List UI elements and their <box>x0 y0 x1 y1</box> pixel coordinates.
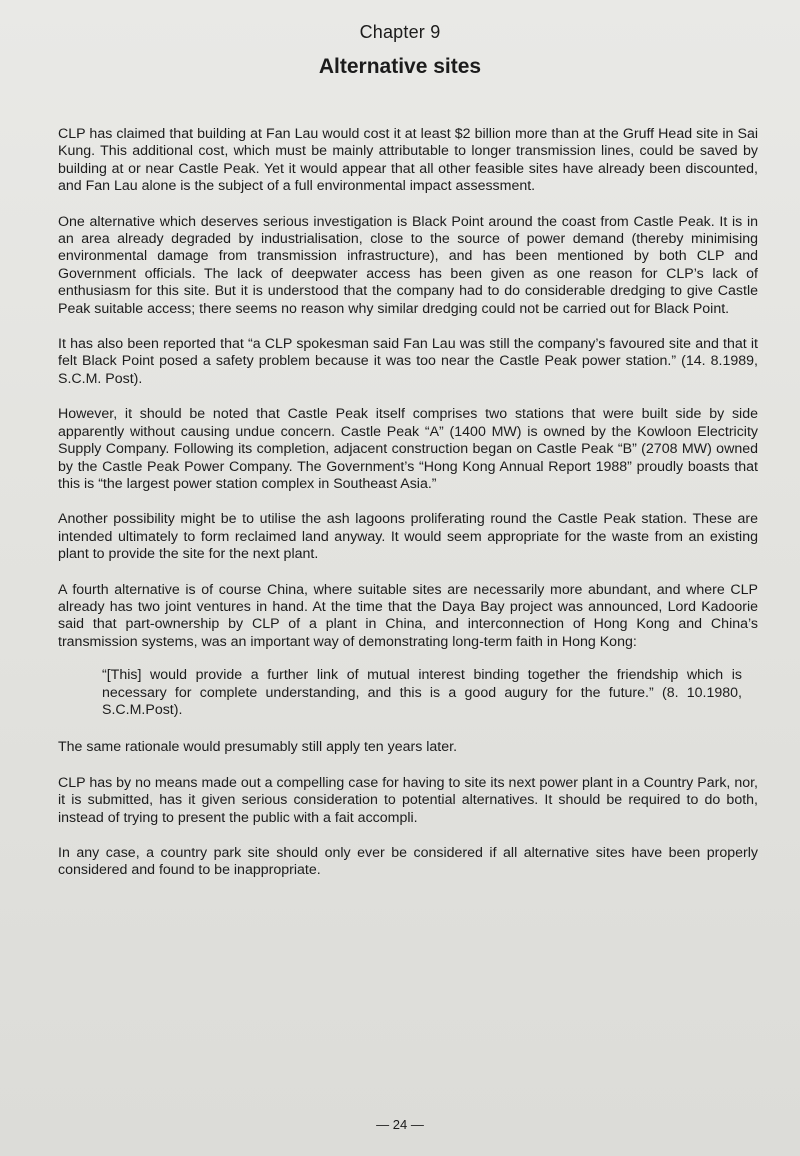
paragraph-ash-lagoons: Another possibility might be to utilise the ash lagoons proliferating round the Castle Peak station. These are intended ultimately to form reclaimed land anyway. It would seem appropriate for the waste from an existing plant to provide the site for the next plant. <box>58 511 758 563</box>
paragraph-china-alternative: A fourth alternative is of course China, where suitable sites are necessarily more abundant, and where CLP already has two joint ventures in hand. At the time that the Daya Bay project was announced, Lord Kadoorie said that part-ownership by CLP of a plant in China, and interconnection of Hong Kong and China’s transmission systems, was an important way of demonstrating long-term faith in Hong Kong: <box>58 581 758 650</box>
paragraph-same-rationale: The same rationale would presumably still apply ten years later. <box>58 739 458 756</box>
block-quote: “[This] would provide a further link of mutual interest binding together the friendship which is necessary for complete understanding, and this is a good augury for the future.” (8. 10.1980, S.C.M.Post). <box>102 667 742 718</box>
body-text <box>58 126 758 898</box>
paragraph-fan-lau-cost: CLP has claimed that building at Fan Lau would cost it at least $2 billion more than at the Gruff Head site in Sai Kung. This additional cost, which must be mainly attributable to longer transmission lines, could be saved by building at or near Castle Peak. Yet it would appear that all other feasible sites have already been discounted, and Fan Lau alone is the subject of a full environmental impact assessment. <box>58 126 758 195</box>
paragraph-conclusion: In any case, a country park site should only ever be considered if all alternative sites have been properly considered and found to be inappropriate. <box>58 845 758 879</box>
paragraph-compelling-case: CLP has by no means made out a compelling case for having to site its next power plant in a Country Park, nor, it is submitted, has it given serious consideration to potential alternatives. It should be required to do both, instead of trying to present the public with a fait accompli. <box>58 774 758 826</box>
chapter-title: Alternative sites <box>318 55 482 78</box>
paragraph-spokesman-report: It has also been reported that “a CLP spokesman said Fan Lau was still the company’s favoured site and that it felt Black Point posed a safety problem because it was too near the Castle Peak power station.” (14. 8.1989, S.C.M. Post). <box>58 336 758 387</box>
paragraph-castle-peak-stations: However, it should be noted that Castle Peak itself comprises two stations that were built side by side apparently without causing undue concern. Castle Peak “A” (1400 MW) is owned by the Kowloon Electricity Supply Company. Following its completion, adjacent construction began on Castle Peak “B” (2708 MW) owned by the Castle Peak Power Company. The Government’s “Hong Kong Annual Report 1988” proudly boasts that this is “the largest power station complex in Southeast Asia.” <box>58 406 758 492</box>
chapter-label: Chapter 9 <box>359 22 441 42</box>
page-number: — 24 — <box>376 1117 424 1132</box>
paragraph-black-point: One alternative which deserves serious investigation is Black Point around the coast from Castle Peak. It is in an area already degraded by industrialisation, close to the source of power demand (thereby minimising environmental damage from transmission infrastructure), and has been mentioned by both CLP and Government officials. The lack of deepwater access has been given as one reason for CLP’s lack of enthusiasm for this site. But it is understood that the company had to do considerable dredging to give Castle Peak suitable access; there seems no reason why similar dredging could not be carried out for Black Point. <box>58 213 758 317</box>
